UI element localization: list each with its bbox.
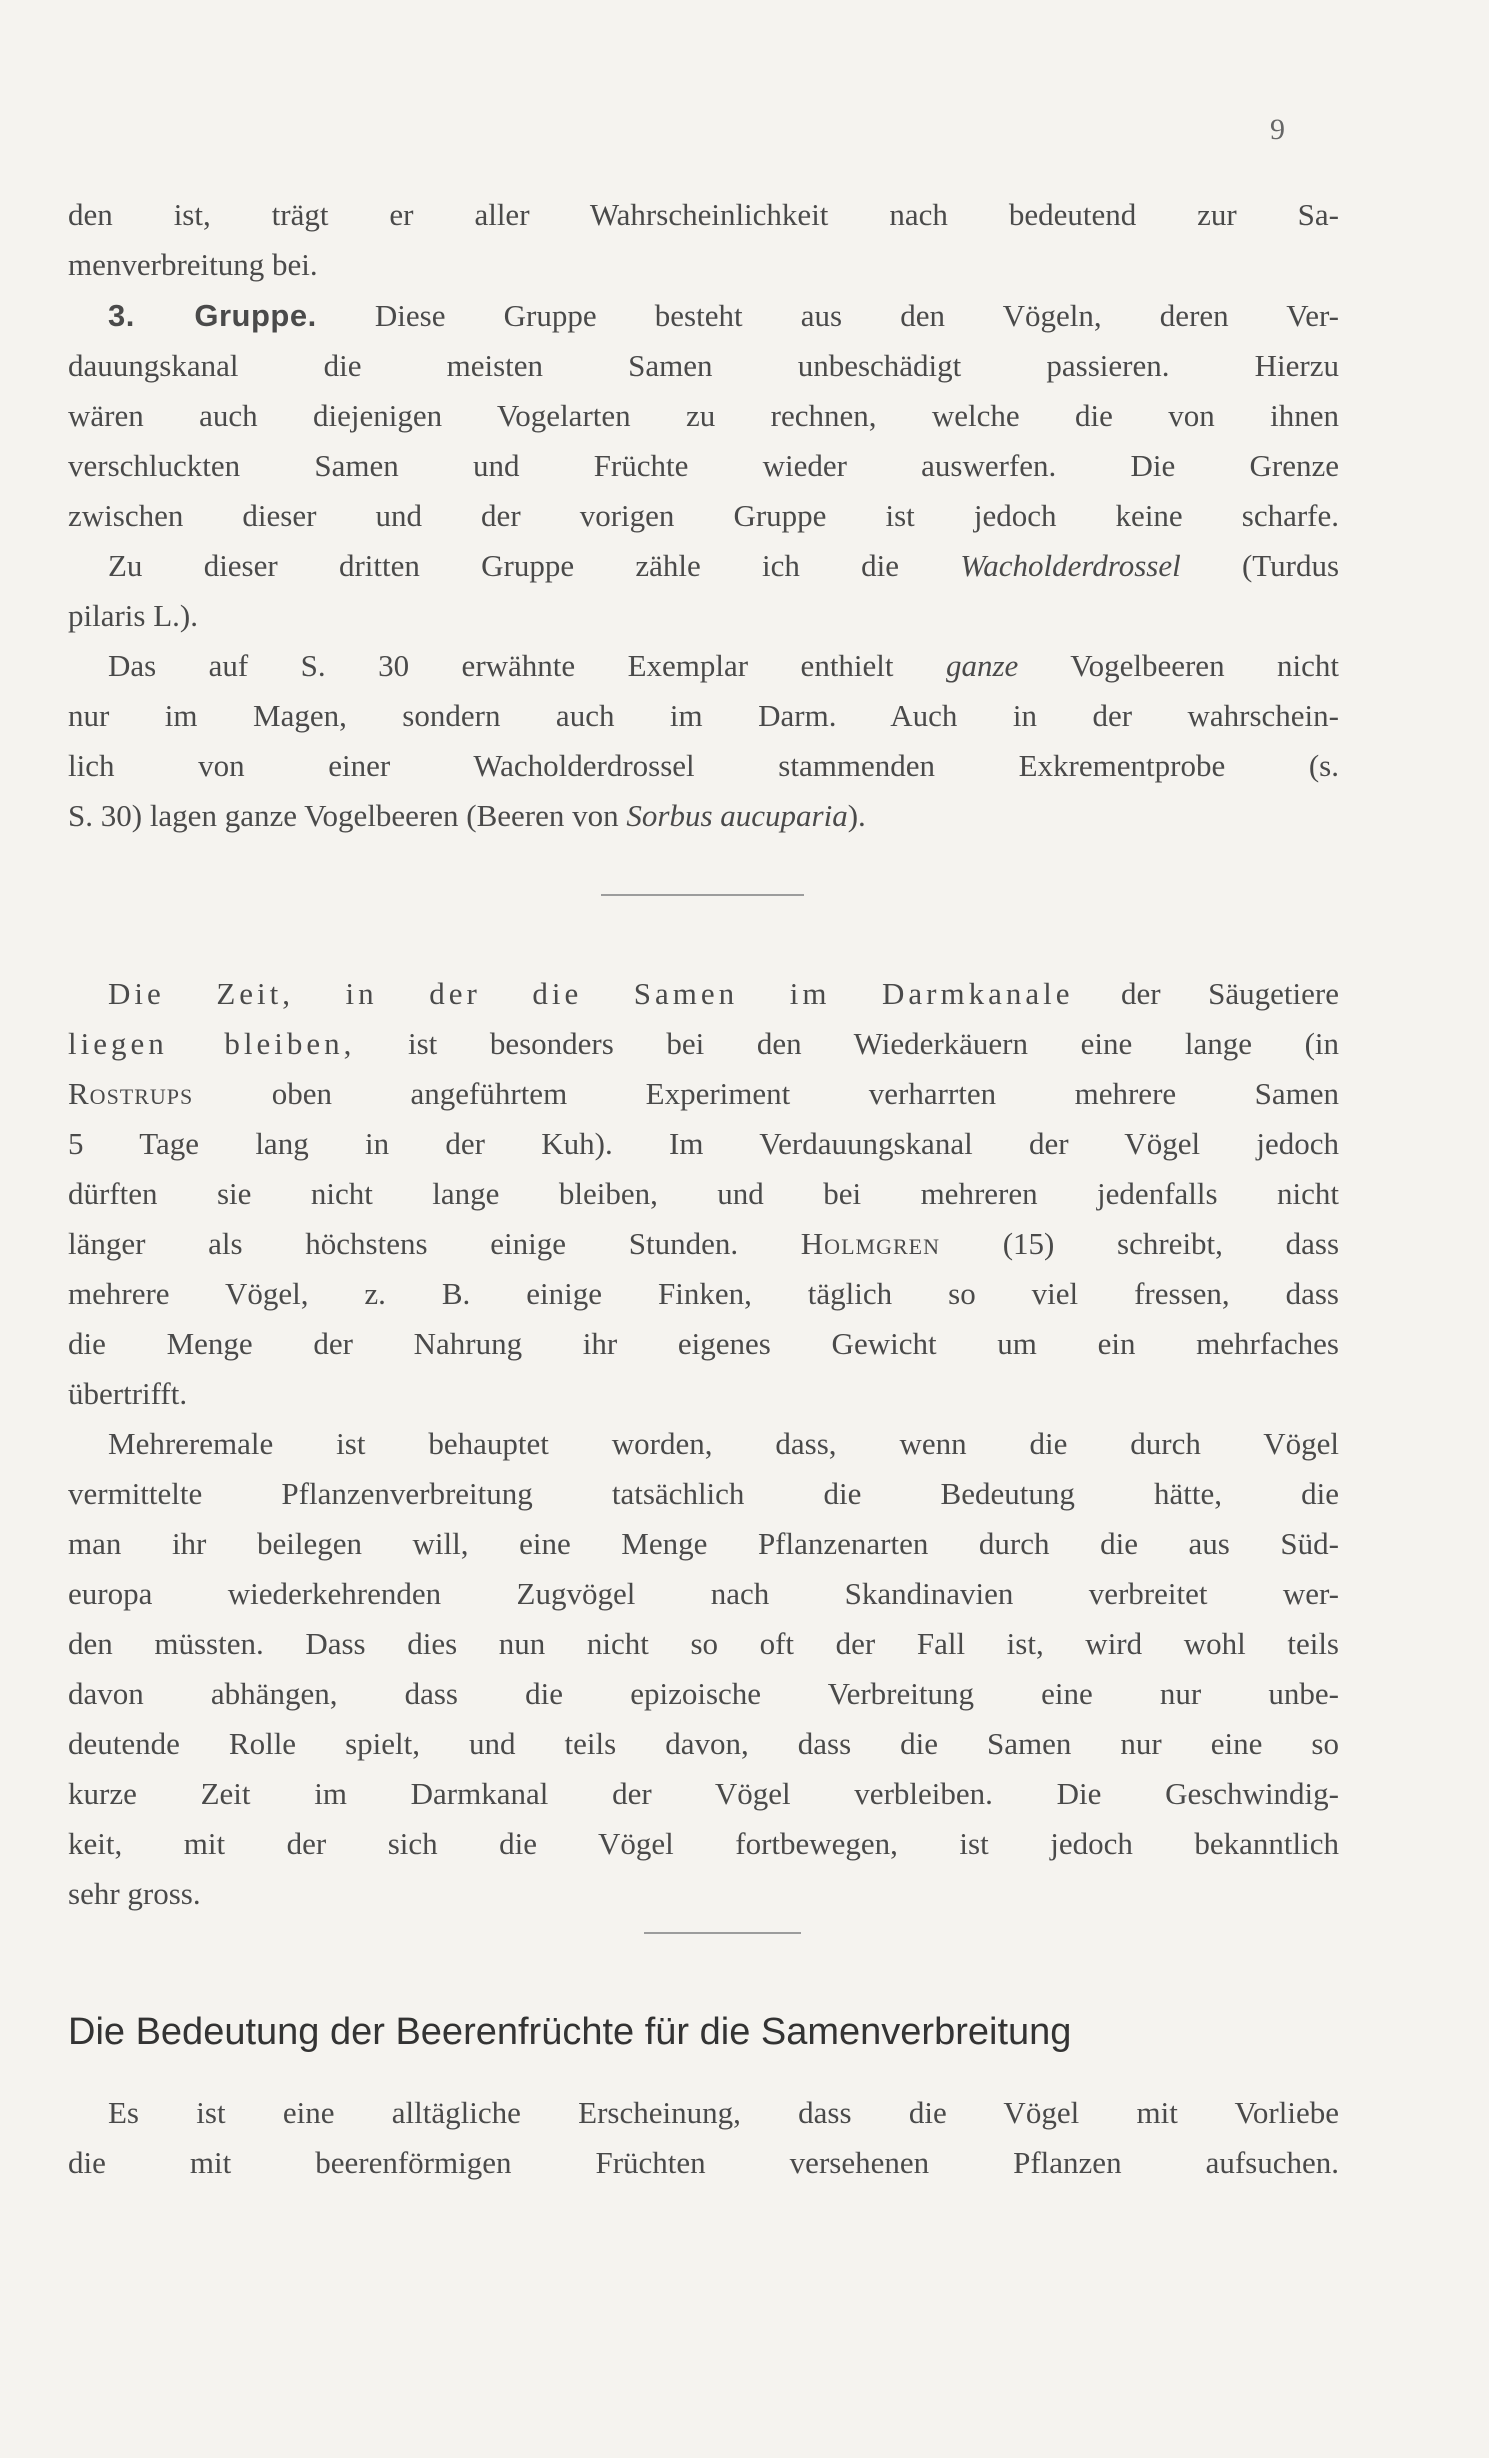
section-heading: Die Bedeutung der Beerenfrüchte für die Samenverbreitung xyxy=(68,2011,1072,2053)
author-name: Holmgren xyxy=(800,1226,940,1261)
text-span: Diese Gruppe besteht aus den Vögeln, deren Ver- xyxy=(374,298,1339,333)
text-line xyxy=(68,1074,1339,1114)
text-line: keit, mit der sich die Vögel fortbewegen, ist jedoch bekanntlich xyxy=(68,1826,1339,1861)
text-span: länger als höchstens einige Stunden. xyxy=(68,1226,739,1261)
text-line xyxy=(108,546,1339,586)
text-line: deutende Rolle spielt, und teils davon, dass die Samen nur eine so xyxy=(68,1726,1339,1761)
italic-term: Wacholderdrossel xyxy=(960,548,1181,583)
text-line: dürften sie nicht lange bleiben, und bei mehreren jedenfalls nicht xyxy=(68,1176,1339,1211)
text-span: ). xyxy=(847,798,866,833)
emphasis-span: Die Zeit, in der die Samen im Darmkanale xyxy=(108,976,1074,1011)
section-divider xyxy=(644,1932,801,1934)
text-line: den ist, trägt er aller Wahrscheinlichkeit nach bedeutend zur Sa- xyxy=(68,197,1339,232)
text-line: mehrere Vögel, z. B. einige Finken, täglich so viel fressen, dass xyxy=(68,1276,1339,1311)
text-span: der Säugetiere xyxy=(1121,976,1339,1011)
text-span: Vogelbeeren nicht xyxy=(1070,648,1339,683)
group-label: 3. Gruppe. xyxy=(108,298,317,333)
text-line: man ihr beilegen will, eine Menge Pflanzenarten durch die aus Süd- xyxy=(68,1526,1339,1561)
text-line: die Menge der Nahrung ihr eigenes Gewicht um ein mehrfaches xyxy=(68,1326,1339,1361)
text-line: Mehreremale ist behauptet worden, dass, wenn die durch Vögel xyxy=(108,1426,1339,1461)
text-line: zwischen dieser und der vorigen Gruppe ist jedoch keine scharfe. xyxy=(68,498,1339,533)
text-span: (Turdus xyxy=(1241,548,1340,583)
text-line xyxy=(68,796,1339,836)
italic-term: ganze xyxy=(945,648,1019,683)
text-line xyxy=(68,1024,1339,1064)
text-line: kurze Zeit im Darmkanal der Vögel verbleiben. Die Geschwindig- xyxy=(68,1776,1339,1811)
text-line: verschluckten Samen und Früchte wieder auswerfen. Die Grenze xyxy=(68,448,1339,483)
page-number: 9 xyxy=(1270,113,1285,146)
text-line: europa wiederkehrenden Zugvögel nach Skandinavien verbreitet wer- xyxy=(68,1576,1339,1611)
text-line: pilaris L.). xyxy=(68,598,198,633)
text-line: dauungskanal die meisten Samen unbeschädigt passieren. Hierzu xyxy=(68,348,1339,383)
author-name: Rostrups xyxy=(68,1076,194,1111)
text-line: lich von einer Wacholderdrossel stammenden Exkrementprobe (s. xyxy=(68,748,1339,783)
text-line: Es ist eine alltägliche Erscheinung, dass die Vögel mit Vorliebe xyxy=(108,2095,1339,2130)
text-span: Das auf S. 30 erwähnte Exemplar enthielt xyxy=(108,648,894,683)
text-span: Zu dieser dritten Gruppe zähle ich die xyxy=(108,548,899,583)
text-span: ist besonders bei den Wiederkäuern eine lange (in xyxy=(407,1026,1340,1061)
text-line: menverbreitung bei. xyxy=(68,247,318,282)
text-span: oben angeführtem Experiment verharrten mehrere Samen xyxy=(271,1076,1340,1111)
text-line xyxy=(108,296,1339,336)
text-line: übertrifft. xyxy=(68,1376,188,1411)
text-line: davon abhängen, dass die epizoische Verbreitung eine nur unbe- xyxy=(68,1676,1339,1711)
text-line xyxy=(108,646,1339,686)
text-span: (15) schreibt, dass xyxy=(1002,1226,1340,1261)
text-line: sehr gross. xyxy=(68,1876,201,1911)
italic-term: Sorbus aucuparia xyxy=(626,798,848,833)
text-line: die mit beerenförmigen Früchten versehenen Pflanzen aufsuchen. xyxy=(68,2145,1339,2180)
text-line: nur im Magen, sondern auch im Darm. Auch in der wahrschein- xyxy=(68,698,1339,733)
section-divider xyxy=(601,894,804,896)
text-line: vermittelte Pflanzenverbreitung tatsächlich die Bedeutung hätte, die xyxy=(68,1476,1339,1511)
text-span: S. 30) lagen ganze Vogelbeeren (Beeren von xyxy=(68,798,619,833)
text-line: 5 Tage lang in der Kuh). Im Verdauungskanal der Vögel jedoch xyxy=(68,1126,1339,1161)
text-line: den müssten. Dass dies nun nicht so oft der Fall ist, wird wohl teils xyxy=(68,1626,1339,1661)
text-line xyxy=(68,1224,1339,1264)
text-line: wären auch diejenigen Vogelarten zu rechnen, welche die von ihnen xyxy=(68,398,1339,433)
text-line xyxy=(108,974,1339,1014)
emphasis-span: liegen bleiben, xyxy=(68,1026,356,1061)
